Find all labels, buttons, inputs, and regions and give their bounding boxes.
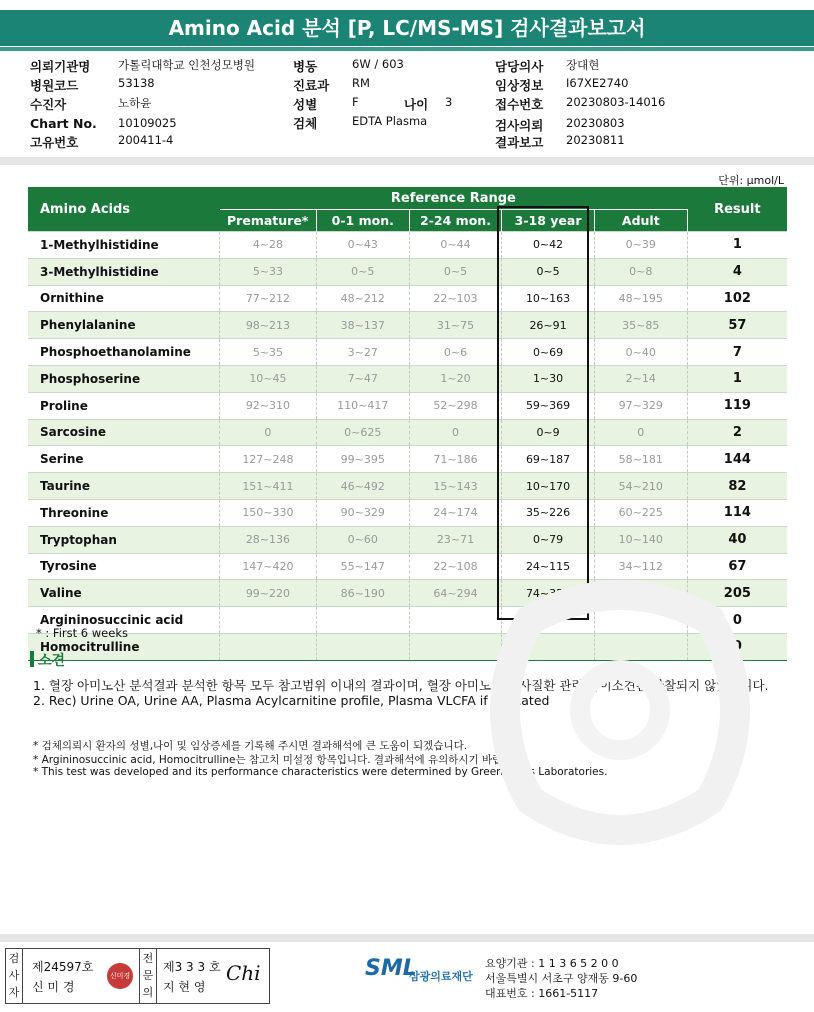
amino-acid-table bbox=[28, 187, 787, 661]
info-label: 검체 bbox=[293, 116, 318, 131]
reference-range-cell bbox=[409, 633, 502, 660]
amino-acid-name: 1-Methylhistidine bbox=[28, 232, 220, 259]
info-label: 수진자 bbox=[30, 97, 67, 112]
ref-col-header: 0-1 mon. bbox=[316, 210, 409, 232]
reference-range-cell: 64~294 bbox=[409, 580, 502, 607]
reference-range-cell: 34~112 bbox=[594, 553, 687, 580]
reference-range-cell: 23~71 bbox=[409, 526, 502, 553]
reference-range-cell: 90~329 bbox=[316, 499, 409, 526]
result-cell: 2 bbox=[687, 419, 787, 446]
amino-acid-name: Threonine bbox=[28, 499, 220, 526]
result-cell: 205 bbox=[687, 580, 787, 607]
reference-range-cell: 92~310 bbox=[220, 392, 317, 419]
amino-acid-name: Phenylalanine bbox=[28, 312, 220, 339]
reference-range-cell bbox=[316, 633, 409, 660]
doctor-label-char: 전 bbox=[142, 952, 154, 965]
reference-range-cell: 35~85 bbox=[594, 312, 687, 339]
reference-range-cell: 151~411 bbox=[220, 473, 317, 500]
info-value: 200411-4 bbox=[118, 133, 174, 147]
info-label: 병원코드 bbox=[30, 78, 79, 93]
reference-range-cell: 119~336 bbox=[594, 580, 687, 607]
lab-logo bbox=[365, 956, 473, 983]
info-label: 결과보고 bbox=[495, 135, 544, 150]
reference-range-cell: 127~248 bbox=[220, 446, 317, 473]
result-cell: 7 bbox=[687, 339, 787, 366]
result-cell: 114 bbox=[687, 499, 787, 526]
col-amino-acids: Amino Acids bbox=[28, 187, 220, 232]
reference-range-cell bbox=[220, 633, 317, 660]
table-row bbox=[28, 526, 787, 553]
amino-acid-name: Proline bbox=[28, 392, 220, 419]
tester-license: 제24597호 bbox=[32, 960, 94, 974]
age-value: 3 bbox=[445, 95, 453, 109]
lab-info-line: 요양기관 : 1 1 3 6 5 2 0 0 bbox=[485, 957, 619, 970]
amino-acid-name: Taurine bbox=[28, 473, 220, 500]
tester-label-char: 자 bbox=[8, 986, 20, 999]
result-cell: 0 bbox=[687, 607, 787, 634]
result-cell: 0 bbox=[687, 633, 787, 660]
info-value: 20230803-14016 bbox=[566, 95, 666, 109]
reference-range-cell: 24~174 bbox=[409, 499, 502, 526]
result-cell: 102 bbox=[687, 285, 787, 312]
reference-range-cell: 0~625 bbox=[316, 419, 409, 446]
reference-range-cell: 28~136 bbox=[220, 526, 317, 553]
col-reference-range: Reference Range bbox=[220, 187, 688, 210]
reference-range-cell: 0~5 bbox=[316, 258, 409, 285]
reference-range-cell: 10~140 bbox=[594, 526, 687, 553]
info-label: 병동 bbox=[293, 59, 318, 74]
reference-range-cell: 1~20 bbox=[409, 365, 502, 392]
table-row bbox=[28, 580, 787, 607]
finding-line: 2. Rec) Urine OA, Urine AA, Plasma Acylcarnitine profile, Plasma VLCFA if indicated bbox=[33, 693, 550, 708]
reference-range-cell: 69~187 bbox=[502, 446, 595, 473]
reference-range-cell: 38~137 bbox=[316, 312, 409, 339]
amino-acid-name: 3-Methylhistidine bbox=[28, 258, 220, 285]
reference-range-cell: 0~42 bbox=[502, 232, 595, 259]
lab-info-line: 서울특별시 서초구 양재동 9-60 bbox=[485, 972, 638, 985]
amino-acid-name: Tryptophan bbox=[28, 526, 220, 553]
lab-info-line: 대표번호 : 1661-5117 bbox=[485, 987, 599, 1000]
note-line: * This test was developed and its performance characteristics were determined by Green Cross Laboratories. bbox=[33, 766, 608, 778]
reference-range-cell bbox=[502, 633, 595, 660]
reference-range-cell: 0~8 bbox=[594, 258, 687, 285]
reference-range-cell: 0~69 bbox=[502, 339, 595, 366]
reference-range-cell: 99~220 bbox=[220, 580, 317, 607]
signature-box bbox=[5, 948, 270, 1004]
amino-acid-name: Serine bbox=[28, 446, 220, 473]
table-row bbox=[28, 419, 787, 446]
table-row bbox=[28, 607, 787, 634]
sml-logo-text: SML bbox=[365, 956, 417, 981]
info-label: 고유번호 bbox=[30, 135, 79, 150]
reference-range-cell bbox=[502, 607, 595, 634]
result-cell: 67 bbox=[687, 553, 787, 580]
doctor-license: 제3 3 3 호 bbox=[163, 960, 221, 974]
reference-range-cell: 3~27 bbox=[316, 339, 409, 366]
info-label: 검사의뢰 bbox=[495, 118, 544, 133]
table-row bbox=[28, 446, 787, 473]
tester-label-char: 사 bbox=[8, 969, 20, 982]
reference-range-cell bbox=[316, 607, 409, 634]
report-title: Amino Acid 분석 [P, LC/MS-MS] 검사결과보고서 bbox=[0, 10, 814, 46]
col-result: Result bbox=[687, 187, 787, 232]
amino-acid-name: Tyrosine bbox=[28, 553, 220, 580]
tester-seal bbox=[107, 963, 133, 989]
section-marker bbox=[30, 651, 34, 667]
table-row bbox=[28, 232, 787, 259]
reference-range-cell: 7~47 bbox=[316, 365, 409, 392]
doctor-signature: Chi bbox=[226, 961, 261, 985]
reference-range-cell: 31~75 bbox=[409, 312, 502, 339]
info-value: 53138 bbox=[118, 76, 155, 90]
section-divider bbox=[0, 157, 814, 165]
info-label: 임상정보 bbox=[495, 78, 544, 93]
age-label: 나이 bbox=[404, 97, 429, 112]
reference-range-cell: 0~79 bbox=[502, 526, 595, 553]
title-underline bbox=[0, 47, 814, 51]
reference-range-cell: 48~195 bbox=[594, 285, 687, 312]
reference-range-cell bbox=[220, 607, 317, 634]
amino-acid-name: Phosphoethanolamine bbox=[28, 339, 220, 366]
reference-range-cell: 0~6 bbox=[409, 339, 502, 366]
reference-range-cell: 60~225 bbox=[594, 499, 687, 526]
doctor-label-char: 의 bbox=[142, 986, 154, 999]
table-row bbox=[28, 633, 787, 660]
reference-range-cell: 0~9 bbox=[502, 419, 595, 446]
result-cell: 82 bbox=[687, 473, 787, 500]
reference-range-cell: 77~212 bbox=[220, 285, 317, 312]
table-row bbox=[28, 392, 787, 419]
info-value: F bbox=[352, 95, 359, 109]
info-value: 20230811 bbox=[566, 133, 625, 147]
info-value: 6W / 603 bbox=[352, 57, 404, 71]
table-row bbox=[28, 365, 787, 392]
table-row bbox=[28, 499, 787, 526]
reference-range-cell: 0 bbox=[409, 419, 502, 446]
reference-range-cell bbox=[594, 633, 687, 660]
amino-acid-name: Sarcosine bbox=[28, 419, 220, 446]
lab-name: 삼광의료재단 bbox=[409, 970, 473, 983]
reference-range-cell: 35~226 bbox=[502, 499, 595, 526]
info-label: 담당의사 bbox=[495, 59, 544, 74]
ref-col-header: 2-24 mon. bbox=[409, 210, 502, 232]
reference-range-cell bbox=[409, 607, 502, 634]
result-cell: 1 bbox=[687, 232, 787, 259]
reference-range-cell: 0~39 bbox=[594, 232, 687, 259]
info-value: 10109025 bbox=[118, 116, 177, 130]
doctor-name: 지 현 영 bbox=[163, 980, 206, 994]
reference-range-cell: 0~60 bbox=[316, 526, 409, 553]
info-value: EDTA Plasma bbox=[352, 114, 428, 128]
ref-col-header: Premature* bbox=[220, 210, 317, 232]
reference-range-cell: 52~298 bbox=[409, 392, 502, 419]
result-cell: 4 bbox=[687, 258, 787, 285]
info-value: 노하윤 bbox=[118, 96, 152, 110]
reference-range-cell: 10~163 bbox=[502, 285, 595, 312]
reference-range-cell: 5~35 bbox=[220, 339, 317, 366]
reference-range-cell: 15~143 bbox=[409, 473, 502, 500]
reference-range-cell: 55~147 bbox=[316, 553, 409, 580]
table-row bbox=[28, 258, 787, 285]
reference-range-cell: 10~45 bbox=[220, 365, 317, 392]
reference-range-cell: 74~321 bbox=[502, 580, 595, 607]
doctor-label-char: 문 bbox=[142, 969, 154, 982]
reference-range-cell: 5~33 bbox=[220, 258, 317, 285]
amino-acid-name: Ornithine bbox=[28, 285, 220, 312]
result-cell: 57 bbox=[687, 312, 787, 339]
amino-acid-name: Argininosuccinic acid bbox=[28, 607, 220, 634]
ref-col-header: 3-18 year bbox=[502, 210, 595, 232]
reference-range-cell: 46~492 bbox=[316, 473, 409, 500]
table-row bbox=[28, 312, 787, 339]
reference-range-cell: 22~108 bbox=[409, 553, 502, 580]
ref-col-header: Adult bbox=[594, 210, 687, 232]
unit-label: 단위: μmol/L bbox=[718, 174, 784, 187]
reference-range-cell: 150~330 bbox=[220, 499, 317, 526]
reference-range-cell: 22~103 bbox=[409, 285, 502, 312]
reference-range-cell: 0 bbox=[594, 419, 687, 446]
result-cell: 119 bbox=[687, 392, 787, 419]
info-value: 장대현 bbox=[566, 58, 600, 72]
reference-range-cell: 4~28 bbox=[220, 232, 317, 259]
reference-range-cell: 58~181 bbox=[594, 446, 687, 473]
note-line: * 검체의뢰시 환자의 성별,나이 및 임상증세를 기록해 주시면 결과해석에 큰 도움이 되겠습니다. bbox=[33, 740, 468, 752]
info-value: 가톨릭대학교 인천성모병원 bbox=[118, 58, 255, 72]
findings-title bbox=[30, 650, 65, 670]
result-cell: 144 bbox=[687, 446, 787, 473]
footnote: * : First 6 weeks bbox=[36, 626, 128, 640]
reference-range-cell: 24~115 bbox=[502, 553, 595, 580]
info-label: 의뢰기관명 bbox=[30, 59, 91, 74]
table-row bbox=[28, 285, 787, 312]
reference-range-cell: 147~420 bbox=[220, 553, 317, 580]
info-value: I67XE2740 bbox=[566, 76, 629, 90]
reference-range-cell: 10~170 bbox=[502, 473, 595, 500]
footer-divider bbox=[0, 934, 814, 942]
reference-range-cell: 26~91 bbox=[502, 312, 595, 339]
reference-range-cell: 71~186 bbox=[409, 446, 502, 473]
table-row bbox=[28, 339, 787, 366]
doctor-label bbox=[139, 949, 157, 1004]
reference-range-cell: 0~5 bbox=[502, 258, 595, 285]
reference-range-cell: 110~417 bbox=[316, 392, 409, 419]
reference-range-cell: 97~329 bbox=[594, 392, 687, 419]
amino-acid-name: Phosphoserine bbox=[28, 365, 220, 392]
seal-text: 신미경 bbox=[109, 972, 131, 980]
tester-label bbox=[6, 949, 23, 1004]
amino-acid-name: Homocitrulline bbox=[28, 633, 220, 660]
tester-name: 신 미 경 bbox=[32, 980, 75, 994]
info-label: Chart No. bbox=[30, 116, 97, 131]
finding-line: 1. 혈장 아미노산 분석결과 분석한 항목 모두 참고범위 이내의 결과이며, 혈장 아미노산 대사질환 관련 특이소견은 관찰되지 않았습니다. bbox=[33, 678, 769, 693]
reference-range-cell: 86~190 bbox=[316, 580, 409, 607]
lab-info bbox=[485, 956, 637, 1001]
table-row bbox=[28, 473, 787, 500]
info-label: 진료과 bbox=[293, 78, 330, 93]
amino-acid-name: Valine bbox=[28, 580, 220, 607]
reference-range-cell: 2~14 bbox=[594, 365, 687, 392]
reference-range-cell: 1~30 bbox=[502, 365, 595, 392]
reference-range-cell: 0~44 bbox=[409, 232, 502, 259]
reference-range-cell: 99~395 bbox=[316, 446, 409, 473]
reference-range-cell: 0 bbox=[220, 419, 317, 446]
tester-label-char: 검 bbox=[8, 952, 20, 965]
reference-range-cell: 0~5 bbox=[409, 258, 502, 285]
info-value: RM bbox=[352, 76, 370, 90]
reference-range-cell bbox=[594, 607, 687, 634]
reference-range-cell: 0~40 bbox=[594, 339, 687, 366]
table-row bbox=[28, 553, 787, 580]
reference-range-cell: 98~213 bbox=[220, 312, 317, 339]
result-cell: 40 bbox=[687, 526, 787, 553]
info-value: 20230803 bbox=[566, 116, 625, 130]
result-cell: 1 bbox=[687, 365, 787, 392]
note-line: * Argininosuccinic acid, Homocitrulline는 참고치 미설정 항목입니다. 결과해석에 유의하시기 바랍니다. bbox=[33, 754, 526, 766]
reference-range-cell: 59~369 bbox=[502, 392, 595, 419]
findings-title-text: 소견 bbox=[38, 653, 66, 669]
reference-range-cell: 0~43 bbox=[316, 232, 409, 259]
info-label: 성별 bbox=[293, 97, 318, 112]
reference-range-cell: 48~212 bbox=[316, 285, 409, 312]
info-label: 접수번호 bbox=[495, 97, 544, 112]
reference-range-cell: 54~210 bbox=[594, 473, 687, 500]
